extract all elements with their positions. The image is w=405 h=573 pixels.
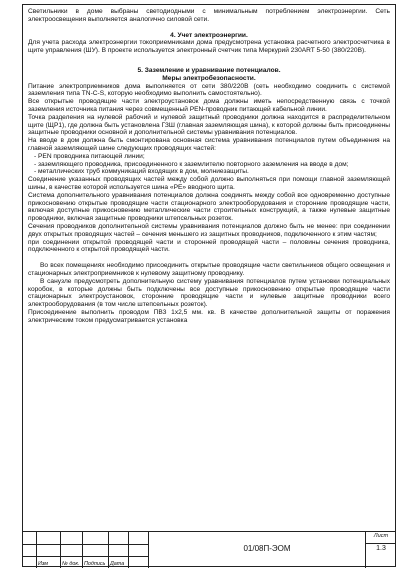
section-5-paragraph: На вводе в дом должна быть смонтирована основная система уравнивания потенциалов путем объединения на главной заземляющей шине следующих проводящих частей: — [28, 137, 390, 152]
intro-paragraph: Светильники в доме выбраны светодиодными с минимальным потреблением электроэнергии. Сеть электроосвещения выполняется аналогично силовой сети. — [28, 8, 390, 23]
col-doc-label: № док. — [62, 561, 80, 567]
document-code: 01/08П-ЭОМ — [243, 544, 291, 553]
section-5-paragraph: Сечения проводников дополнительной системы уравнивания потенциалов должно быть не менее: при соединении двух открытых проводящих частей – сечения меньшего из защитных проводников, подключенного к этим частям; — [28, 222, 390, 238]
section-5-subtitle: Меры электробезопасности. — [162, 74, 256, 82]
list-item: - PEN проводника питающей линии; — [34, 152, 145, 160]
sheet-number: 1.3 — [376, 545, 386, 552]
section-5-paragraph: при соединении открытой проводящей части и сторонней проводящей части – половины сечения проводника, подключенного к открытой проводящей части. — [28, 238, 390, 254]
col-signature-label: Подпись — [84, 561, 106, 567]
section-5-title: 5. Заземление и уравнивание потенциалов. — [137, 66, 281, 74]
sheet-label: Лист — [366, 533, 396, 544]
section-5-paragraph: Точка разделения на нулевой рабочий и нулевой защитный проводники должна находится в распределительном щите (ЩР1), где должна быть установлена ГЗШ (главная заземляющая шина), к которой должны быть присоединены защитные проводники основной и дополнительной системы уравнивания потенциалов. — [28, 113, 390, 137]
title-block — [22, 531, 396, 568]
col-date-label: Дата — [110, 561, 125, 567]
section-4-text: Для учета расхода электроэнергии токоприемниками дома предусмотрена установка расчетного электросчетчика в щите управления (ШУ). В проекте используется электронный счетчик типа Меркурий 230ART 5-50 (380/220В). — [28, 39, 390, 55]
section-5-paragraph: Система дополнительного уравнивания потенциалов должна соединять между собой все одновременно доступные прикосновению открытые проводящие части стационарного электрооборудования и сторонние проводящие части, включая доступные прикосновению металлические части строительных конструкций, а также нулевые защитные проводники, включая защитные проводники штепсельных розеток. — [28, 191, 390, 223]
list-item: - заземляющего проводника, присоединенного к заземлителю повторного заземления на вводе в дом; — [34, 160, 349, 168]
section-4-title: 4. Учет электроэнергии. — [170, 31, 248, 39]
section-5-paragraph: Присоединение выполнить проводом ПВ3 1х2,5 мм. кв. В качестве дополнительной защиты от поражения электрическим током предусматривается установка — [28, 308, 390, 324]
document-body — [28, 8, 390, 324]
section-5-paragraph: В санузле предусмотреть дополнительную систему уравнивания потенциалов путем установки потенциальных коробок, в которые должны быть подключены все доступные прикосновению открытые проводящие части стационарных электроустановок, сторонние проводящие части и нулевые защитные проводники всего электрооборудования (в том числе штепсельных розеток). — [28, 277, 390, 309]
sheet-box — [365, 532, 396, 568]
section-5-paragraph: Питание электроприемников дома выполняется от сети 380/220В (сеть необходимо соединить с системой заземления типа TN-C-S, которую необходимо выполнить самостоятельно). — [28, 82, 390, 98]
list-item: - металлических труб коммуникаций входящих в дом, молниезащиты. — [34, 168, 249, 176]
section-5-paragraph: Во всех помещениях необходимо присоединить открытые проводящие части светильников общего освещения и стационарных электроприемников к нулевому защитному проводнику. — [28, 262, 390, 277]
revision-table — [22, 532, 148, 568]
section-5-paragraph: Все открытые проводящие части электроустановок дома должны иметь непосредственную связь с точкой заземления источника питания через совмещенный PEN-проводник питающей кабельной линии. — [28, 98, 390, 113]
col-izm-label: Изм — [38, 561, 48, 567]
section-5-paragraph: Соединение указанных проводящих частей между собой должно выполняться при помощи главной заземляющей шины, в качестве которой используется шина «PE» вводного щита. — [28, 176, 390, 191]
